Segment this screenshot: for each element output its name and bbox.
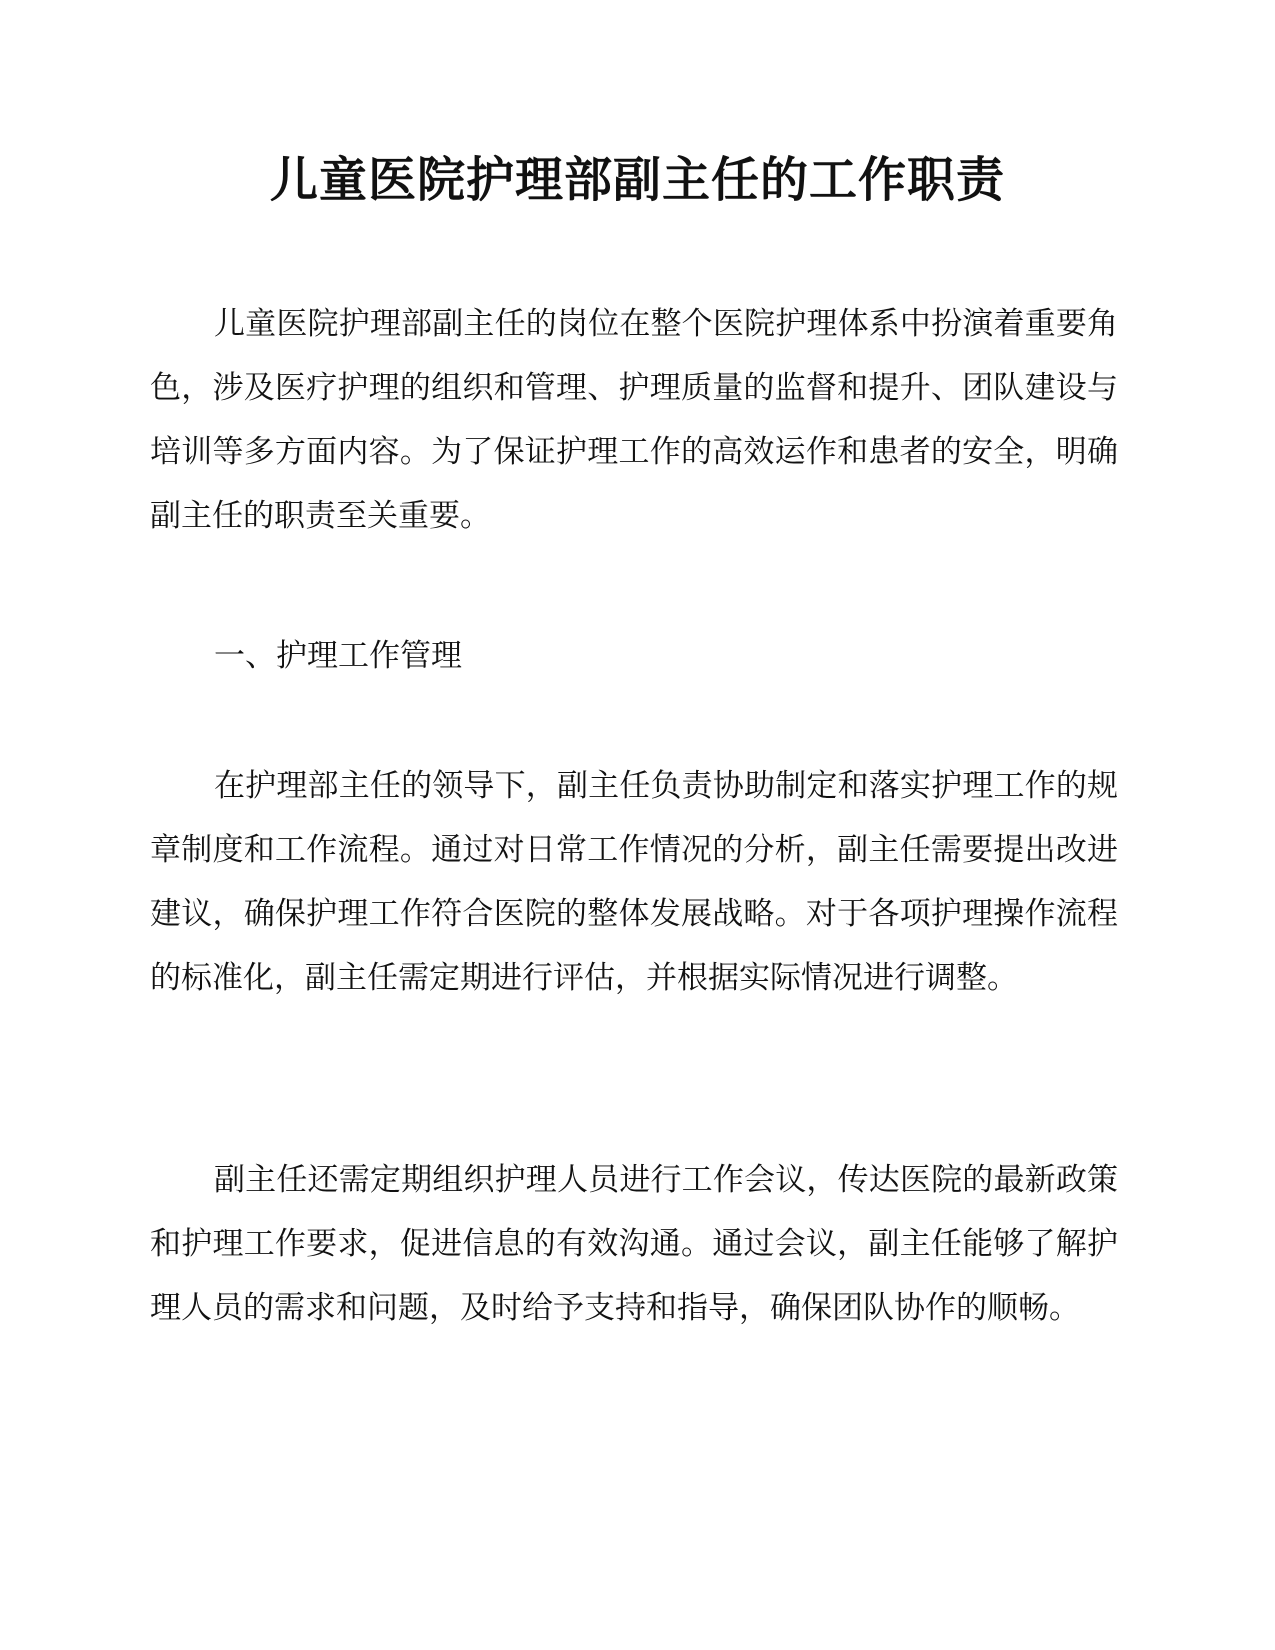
body-paragraph: 副主任还需定期组织护理人员进行工作会议，传达医院的最新政策和护理工作要求，促进信息的有效沟通。通过会议，副主任能够了解护理人员的需求和问题，及时给予支持和指导，确保团队协作的顺畅。	[150, 1162, 1118, 1326]
section-heading: 一、护理工作管理	[214, 638, 462, 674]
document-title: 儿童医院护理部副主任的工作职责	[269, 152, 1005, 208]
body-paragraph: 在护理部主任的领导下，副主任负责协助制定和落实护理工作的规章制度和工作流程。通过对日常工作情况的分析，副主任需要提出改进建议，确保护理工作符合医院的整体发展战略。对于各项护理操作流程的标准化，副主任需定期进行评估，并根据实际情况进行调整。	[150, 768, 1118, 996]
intro-paragraph: 儿童医院护理部副主任的岗位在整个医院护理体系中扮演着重要角色，涉及医疗护理的组织和管理、护理质量的监督和提升、团队建设与培训等多方面内容。为了保证护理工作的高效运作和患者的安全，明确副主任的职责至关重要。	[150, 306, 1118, 534]
